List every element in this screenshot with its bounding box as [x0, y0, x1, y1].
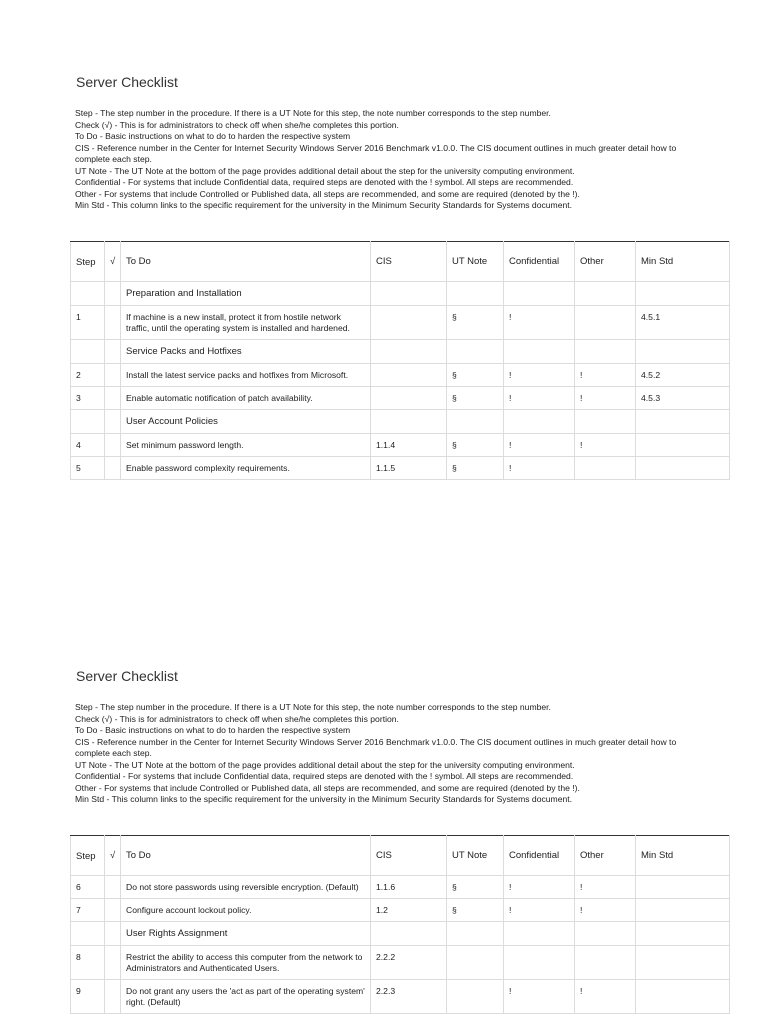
ut-note-cell [447, 922, 504, 946]
cis-cell [371, 410, 447, 434]
step-cell: 5 [71, 457, 105, 480]
confidential-cell [504, 922, 575, 946]
section-label: User Account Policies [121, 410, 371, 434]
legend-line: UT Note - The UT Note at the bottom of the page provides additional detail about the step for the university computing environment. [75, 165, 575, 176]
other-cell: ! [575, 899, 636, 922]
section-row [71, 410, 730, 434]
other-cell [575, 306, 636, 340]
table-row [71, 387, 730, 410]
ut-note-cell [447, 946, 504, 980]
column-header-step: Step [71, 836, 105, 876]
other-cell: ! [575, 980, 636, 1014]
other-cell [575, 946, 636, 980]
min-std-cell [636, 876, 730, 899]
min-std-cell: 4.5.3 [636, 387, 730, 410]
other-cell [575, 340, 636, 364]
todo-cell: Restrict the ability to access this computer from the network to Administrators and Authenticated Users. [121, 946, 371, 980]
check-cell[interactable] [105, 946, 121, 980]
table-row [71, 899, 730, 922]
table-row [71, 364, 730, 387]
section-row [71, 282, 730, 306]
todo-cell: Set minimum password length. [121, 434, 371, 457]
other-cell [575, 282, 636, 306]
min-std-cell [636, 946, 730, 980]
section-label: User Rights Assignment [121, 922, 371, 946]
legend-line: Other - For systems that include Controlled or Published data, all steps are recommended, and some are required (denoted by the !). [75, 188, 580, 199]
cis-cell [371, 282, 447, 306]
ut-note-cell: § [447, 457, 504, 480]
section-label: Preparation and Installation [121, 282, 371, 306]
checklist-table [70, 835, 730, 1014]
table-row [71, 457, 730, 480]
check-cell[interactable] [105, 899, 121, 922]
check-cell[interactable] [105, 434, 121, 457]
step-cell: 9 [71, 980, 105, 1014]
cis-cell: 1.1.6 [371, 876, 447, 899]
check-cell[interactable] [105, 922, 121, 946]
step-cell [71, 922, 105, 946]
legend-line: Other - For systems that include Controlled or Published data, all steps are recommended, and some are required (denoted by the !). [75, 782, 580, 793]
column-header-cis: CIS [371, 242, 447, 282]
section-row [71, 922, 730, 946]
min-std-cell [636, 899, 730, 922]
table-header-row [71, 836, 730, 876]
todo-cell: Enable password complexity requirements. [121, 457, 371, 480]
step-cell: 3 [71, 387, 105, 410]
legend-line: Step - The step number in the procedure. If there is a UT Note for this step, the note number corresponds to the step number. [75, 702, 551, 712]
ut-note-cell [447, 410, 504, 434]
todo-cell: Configure account lockout policy. [121, 899, 371, 922]
step-cell [71, 282, 105, 306]
cis-cell [371, 306, 447, 340]
column-header-other: Other [575, 836, 636, 876]
page-title: Server Checklist [76, 668, 178, 684]
column-header-ut-note: UT Note [447, 836, 504, 876]
ut-note-cell: § [447, 434, 504, 457]
legend-line: To Do - Basic instructions on what to do to harden the respective system [75, 131, 351, 141]
min-std-cell [636, 282, 730, 306]
cis-cell [371, 387, 447, 410]
column-header-ut-note: UT Note [447, 242, 504, 282]
confidential-cell: ! [504, 876, 575, 899]
table-row [71, 434, 730, 457]
table-row [71, 876, 730, 899]
checklist-table [70, 241, 730, 480]
cis-cell: 2.2.3 [371, 980, 447, 1014]
column-header-min-std: Min Std [636, 836, 730, 876]
cis-cell: 2.2.2 [371, 946, 447, 980]
step-cell: 7 [71, 899, 105, 922]
min-std-cell [636, 922, 730, 946]
min-std-cell [636, 340, 730, 364]
confidential-cell [504, 946, 575, 980]
legend-line: Min Std - This column links to the specific requirement for the university in the Minimum Security Standards for Systems document. [75, 200, 573, 210]
cis-cell [371, 922, 447, 946]
step-cell: 8 [71, 946, 105, 980]
confidential-cell: ! [504, 980, 575, 1014]
cis-cell [371, 340, 447, 364]
ut-note-cell [447, 282, 504, 306]
min-std-cell [636, 980, 730, 1014]
todo-cell: Do not grant any users the 'act as part of the operating system' right. (Default) [121, 980, 371, 1014]
confidential-cell: ! [504, 434, 575, 457]
legend-line: CIS - Reference number in the Center for Internet Security Windows Server 2016 Benchmark v1.0.0. The CIS document outlines in much greater detail how to complete each step. [75, 736, 677, 758]
check-cell[interactable] [105, 387, 121, 410]
confidential-cell: ! [504, 457, 575, 480]
cis-cell: 1.1.4 [371, 434, 447, 457]
step-cell: 4 [71, 434, 105, 457]
table-header-row [71, 242, 730, 282]
check-cell[interactable] [105, 306, 121, 340]
other-cell [575, 410, 636, 434]
confidential-cell: ! [504, 364, 575, 387]
legend-line: Check (√) - This is for administrators to check off when she/he completes this portion. [75, 713, 399, 724]
todo-cell: If machine is a new install, protect it from hostile network traffic, until the operating system is installed and hardened. [121, 306, 371, 340]
column-header-confidential: Confidential [504, 836, 575, 876]
other-cell: ! [575, 387, 636, 410]
page-title: Server Checklist [76, 74, 178, 90]
cis-cell: 1.2 [371, 899, 447, 922]
check-cell[interactable] [105, 410, 121, 434]
check-cell[interactable] [105, 282, 121, 306]
todo-cell: Enable automatic notification of patch availability. [121, 387, 371, 410]
other-cell: ! [575, 434, 636, 457]
todo-cell: Do not store passwords using reversible encryption. (Default) [121, 876, 371, 899]
check-cell[interactable] [105, 876, 121, 899]
table-row [71, 946, 730, 980]
legend-line: Check (√) - This is for administrators to check off when she/he completes this portion. [75, 119, 399, 130]
legend-line: Min Std - This column links to the specific requirement for the university in the Minimum Security Standards for Systems document. [75, 794, 573, 804]
min-std-cell: 4.5.2 [636, 364, 730, 387]
column-header-cis: CIS [371, 836, 447, 876]
check-cell[interactable] [105, 980, 121, 1014]
section-row [71, 340, 730, 364]
table-row [71, 980, 730, 1014]
min-std-cell [636, 434, 730, 457]
legend-line: Confidential - For systems that include Confidential data, required steps are denoted with the ! symbol. All steps are recommended. [75, 771, 574, 781]
min-std-cell: 4.5.1 [636, 306, 730, 340]
legend-line: UT Note - The UT Note at the bottom of the page provides additional detail about the step for the university computing environment. [75, 759, 575, 770]
min-std-cell [636, 410, 730, 434]
ut-note-cell [447, 340, 504, 364]
table-row [71, 306, 730, 340]
other-cell: ! [575, 364, 636, 387]
check-cell[interactable] [105, 364, 121, 387]
min-std-cell [636, 457, 730, 480]
check-cell[interactable] [105, 340, 121, 364]
column-header-other: Other [575, 242, 636, 282]
section-label: Service Packs and Hotfixes [121, 340, 371, 364]
column-header-todo: To Do [121, 836, 371, 876]
step-cell: 6 [71, 876, 105, 899]
ut-note-cell: § [447, 387, 504, 410]
other-cell: ! [575, 876, 636, 899]
confidential-cell [504, 340, 575, 364]
todo-cell: Install the latest service packs and hotfixes from Microsoft. [121, 364, 371, 387]
step-cell [71, 340, 105, 364]
column-header-step: Step [71, 242, 105, 282]
confidential-cell: ! [504, 387, 575, 410]
legend-line: To Do - Basic instructions on what to do to harden the respective system [75, 725, 351, 735]
ut-note-cell: § [447, 364, 504, 387]
column-legend [75, 702, 705, 806]
cis-cell: 1.1.5 [371, 457, 447, 480]
column-header-min-std: Min Std [636, 242, 730, 282]
cis-cell [371, 364, 447, 387]
legend-line: Confidential - For systems that include Confidential data, required steps are denoted with the ! symbol. All steps are recommended. [75, 177, 574, 187]
column-header-todo: To Do [121, 242, 371, 282]
legend-line: CIS - Reference number in the Center for Internet Security Windows Server 2016 Benchmark v1.0.0. The CIS document outlines in much greater detail how to complete each step. [75, 142, 677, 164]
check-cell[interactable] [105, 457, 121, 480]
other-cell [575, 922, 636, 946]
column-legend [75, 108, 705, 212]
confidential-cell: ! [504, 899, 575, 922]
ut-note-cell: § [447, 876, 504, 899]
column-header-check: √ [105, 836, 121, 876]
step-cell [71, 410, 105, 434]
column-header-confidential: Confidential [504, 242, 575, 282]
step-cell: 1 [71, 306, 105, 340]
column-header-check: √ [105, 242, 121, 282]
ut-note-cell: § [447, 306, 504, 340]
confidential-cell [504, 410, 575, 434]
ut-note-cell [447, 980, 504, 1014]
other-cell [575, 457, 636, 480]
step-cell: 2 [71, 364, 105, 387]
confidential-cell: ! [504, 306, 575, 340]
legend-line: Step - The step number in the procedure. If there is a UT Note for this step, the note number corresponds to the step number. [75, 108, 551, 118]
ut-note-cell: § [447, 899, 504, 922]
confidential-cell [504, 282, 575, 306]
